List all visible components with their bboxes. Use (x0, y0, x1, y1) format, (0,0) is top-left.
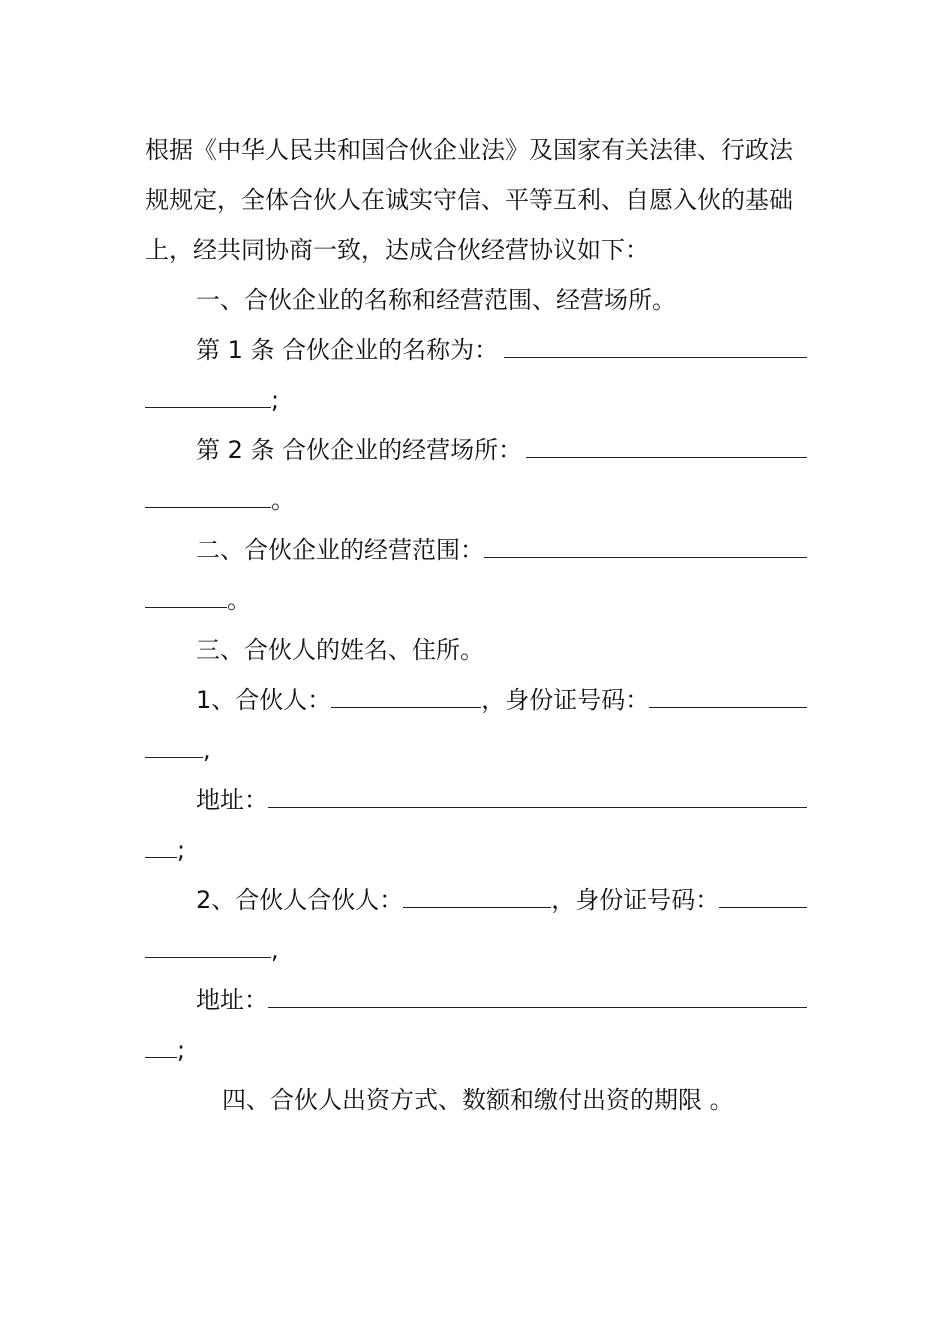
business-scope-blank[interactable] (484, 531, 807, 558)
article-2-label: 第 2 条 合伙企业的经营场所： (196, 436, 523, 464)
preamble-text-2: 规规定，全体合伙人在诚实守信、平等互利、自愿入伙的基础 (145, 186, 793, 214)
section-3-heading (196, 630, 807, 670)
section-1-heading (196, 280, 807, 320)
partner-1-address-label: 地址： (196, 786, 268, 814)
partner-1-address-line (196, 780, 807, 820)
article-2-continuation (145, 480, 807, 520)
section-4-heading-text: 四、合伙人出资方式、数额和缴付出资的期限 。 (222, 1086, 734, 1114)
preamble-line-2 (145, 180, 807, 220)
company-name-blank[interactable] (504, 331, 807, 358)
partner-2-address-label: 地址： (196, 986, 268, 1014)
preamble-text-1: 根据《中华人民共和国合伙企业法》及国家有关法律、行政法 (145, 136, 793, 164)
partner-1-label: 1、合伙人： (196, 686, 332, 714)
partner-2-id-continuation (145, 930, 807, 970)
business-location-blank-continued[interactable] (145, 481, 271, 508)
partner-2-address-line (196, 980, 807, 1020)
section-2-continuation (145, 580, 807, 620)
section-1-heading-text: 一、合伙企业的名称和经营范围、经营场所。 (196, 286, 676, 314)
section-2-line (196, 530, 807, 570)
partner-1-address-blank-continued[interactable] (145, 831, 177, 858)
article-1-continuation (145, 380, 807, 420)
partner-2-address-blank[interactable] (268, 981, 807, 1008)
preamble-line-3 (145, 230, 807, 270)
partner-1-address-end: ; (177, 836, 186, 864)
preamble-line-1 (145, 130, 807, 170)
article-2-end: 。 (271, 486, 295, 514)
partner-2-id-end: , (271, 936, 279, 964)
partner-1-id-end: , (203, 736, 211, 764)
section-4-heading (222, 1080, 807, 1120)
partner-2-address-blank-continued[interactable] (145, 1031, 177, 1058)
article-1-line (196, 330, 807, 370)
partner-1-address-continuation (145, 830, 807, 870)
partner-1-line (196, 680, 807, 720)
partner-1-id-blank[interactable] (649, 681, 807, 708)
partner-2-label: 2、合伙人合伙人： (196, 886, 404, 914)
article-2-line (196, 430, 807, 470)
partner-1-id-label: ，身份证号码： (481, 686, 650, 714)
company-name-blank-continued[interactable] (145, 381, 271, 408)
article-1-end: ; (271, 386, 280, 414)
partner-1-address-blank[interactable] (268, 781, 807, 808)
partner-2-address-continuation (145, 1030, 807, 1070)
partner-2-name-blank[interactable] (403, 881, 551, 908)
business-location-blank[interactable] (526, 431, 807, 458)
partner-2-line (196, 880, 807, 920)
partner-2-address-end: ; (177, 1036, 186, 1064)
partner-1-id-continuation (145, 730, 807, 770)
partner-2-id-blank[interactable] (719, 881, 807, 908)
partner-2-id-label: ，身份证号码： (551, 886, 720, 914)
preamble-text-3: 上，经共同协商一致，达成合伙经营协议如下： (145, 236, 649, 264)
business-scope-blank-continued[interactable] (145, 581, 227, 608)
partner-2-id-blank-continued[interactable] (145, 931, 271, 958)
section-3-heading-text: 三、合伙人的姓名、住所。 (196, 636, 484, 664)
partner-1-id-blank-continued[interactable] (145, 731, 203, 758)
partner-1-name-blank[interactable] (331, 681, 481, 708)
section-2-end: 。 (227, 586, 251, 614)
article-1-label: 第 1 条 合伙企业的名称为： (196, 336, 499, 364)
section-2-heading-text: 二、合伙企业的经营范围： (196, 536, 484, 564)
